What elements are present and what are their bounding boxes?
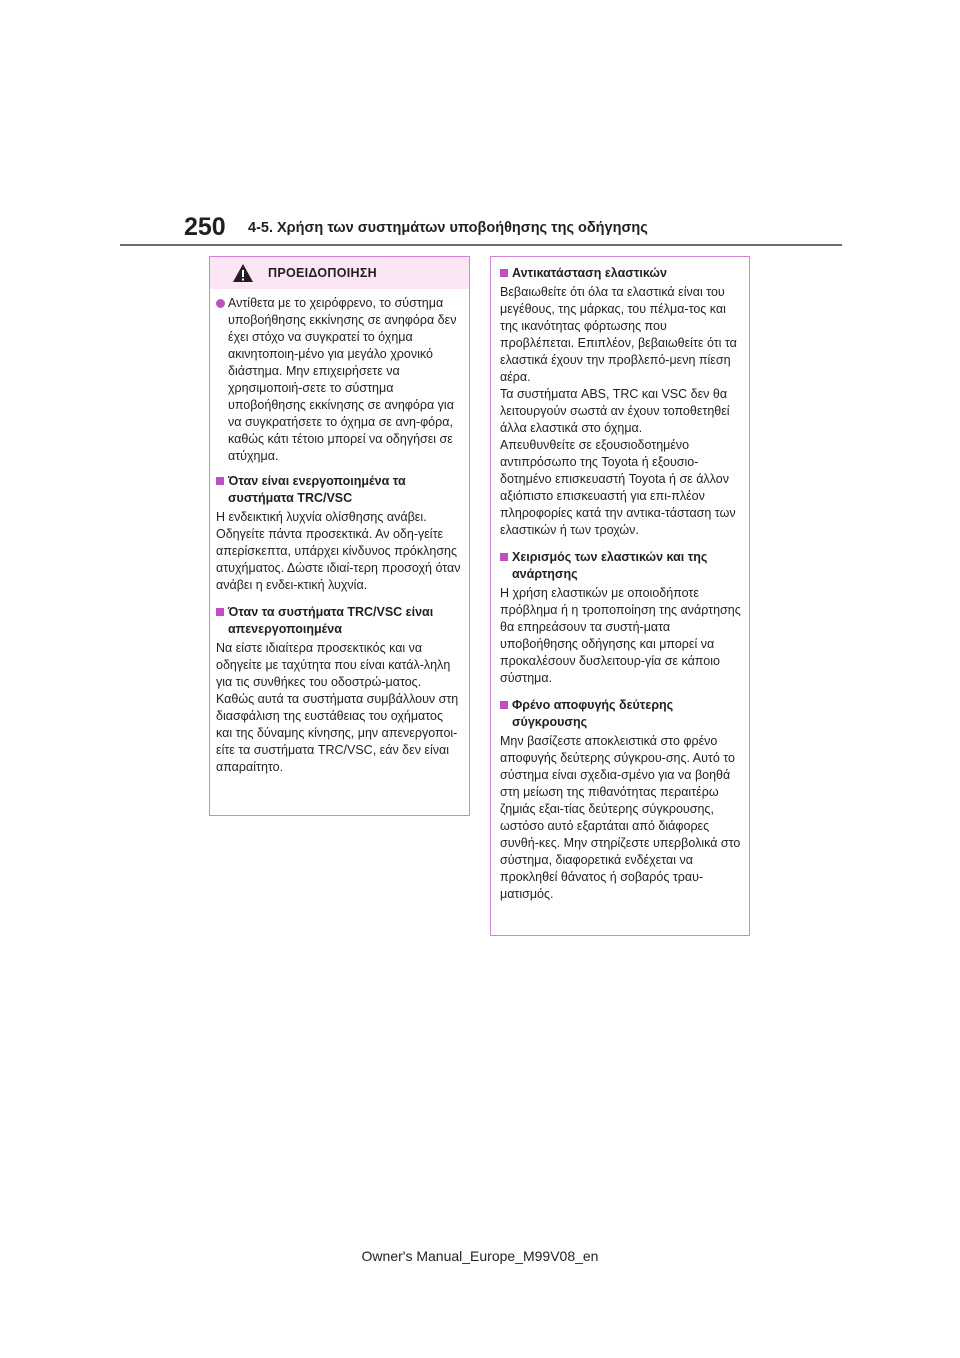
section-square-icon: [216, 477, 224, 485]
warning-triangle-icon: [232, 263, 254, 283]
section-square-icon: [500, 269, 508, 277]
right-column-content: [491, 257, 749, 921]
section-heading: [216, 473, 461, 507]
section-tire-suspension-handling: [500, 549, 741, 687]
page-header: [120, 212, 842, 246]
paragraph: Βεβαιωθείτε ότι όλα τα ελαστικά είναι του μεγέθους, της μάρκας, του πέλμα-τος και της ικανότητας φόρτωσης που προβλέπεται. Επιπλέον, βεβαιωθείτε ότι τα ελαστικά έχουν την προβλεπό-μενη πίεση αέρα.: [500, 285, 737, 384]
warning-section-trc-vsc-on: [216, 473, 461, 594]
page-footer: Owner's Manual_Europe_M99V08_en: [361, 1248, 599, 1264]
section-square-icon: [500, 701, 508, 709]
paragraph: Απευθυνθείτε σε εξουσιοδοτημένο αντιπρόσωπο της Toyota ή εξουσιο-δοτημένο επισκευαστή Toyota ή σε άλλον αξιόπιστο επισκευαστή για επι-πλέον πληροφορίες κατά την αντικα-τάσταση των ελαστικών ή των τροχών.: [500, 438, 736, 537]
chapter-title: 4-5. Χρήση των συστημάτων υποβοήθησης της οδήγησης: [248, 220, 648, 236]
section-square-icon: [500, 553, 508, 561]
section-heading: [500, 265, 741, 282]
section-body: Η ενδεικτική λυχνία ολίσθησης ανάβει. Οδηγείτε πάντα προσεκτικά. Αν οδη-γείτε απερίσκεπτα, υπάρχει κίνδυνος πρόκλησης ατυχήματος. Δώστε ιδιαί-τερη προσοχή όταν ανάβει η ενδει-κτική λυχνία.: [216, 510, 461, 592]
warning-header: [210, 257, 469, 289]
section-heading: [500, 549, 741, 583]
warning-title: ΠΡΟΕΙΔΟΠΟΙΗΣΗ: [268, 266, 377, 280]
right-column-box: [490, 256, 750, 936]
section-body: [500, 733, 741, 903]
section-heading: [500, 697, 741, 731]
section-square-icon: [216, 608, 224, 616]
header-rule: [120, 244, 842, 246]
paragraph: Μην βασίζεστε αποκλειστικά στο φρένο αποφυγής δεύτερης σύγκρου-σης. Αυτό το σύστημα είναι σχεδια-σμένο για να βοηθά στη μείωση της πιθανότητας περαιτέρω ζημιάς εξαι-τίας δεύτερης σύγκρουσης, ωστόσο αυτό εξαρτάται από διάφορες συνθή-κες. Μην στηρίζεστε υπερβολικά στο σύστημα, διαφορετικά ενδέχεται να προκληθεί θάνατος ή σοβαρός τραυ-ματισμός.: [500, 734, 741, 901]
section-tire-replacement: [500, 265, 741, 539]
paragraph: Τα συστήματα ABS, TRC και VSC δεν θα λειτουργούν σωστά αν έχουν τοποθετηθεί άλλα ελαστικά στο όχημα.: [500, 387, 730, 435]
warning-bullet-item: [216, 295, 461, 465]
section-body: [500, 284, 741, 539]
section-heading-text: Όταν τα συστήματα TRC/VSC είναι απενεργοποιημένα: [228, 605, 434, 636]
section-body: Να είστε ιδιαίτερα προσεκτικός και να οδηγείτε με ταχύτητα που είναι κατάλ-ληλη για τις συνθήκες του οδοστρώ-ματος. Καθώς αυτά τα συστήματα συμβάλλουν στη διασφάλιση της ευστάθειας του οχήματος και της δύναμης κίνησης, μην απενεργοποι-είτε τα συστήματα TRC/VSC, εάν δεν είναι απαραίτητο.: [216, 641, 459, 774]
bullet-dot-icon: [216, 299, 225, 308]
section-heading-text: Χειρισμός των ελαστικών και της ανάρτησης: [512, 550, 708, 581]
warning-bullet-text: Αντίθετα με το χειρόφρενο, το σύστημα υποβοήθησης εκκίνησης σε ανηφόρα δεν έχει στόχο να συγκρατεί το όχημα ακινητοποιη-μένο για μεγάλο χρονικό διάστημα. Μην επιχειρήσετε να χρησιμοποιή-σετε το σύστημα υποβοήθησης εκκίνησης σε ανηφόρα για να συγκρατήσετε το όχημα σε ανη-φόρα, καθώς κάτι τέτοιο μπορεί να οδηγήσει σε ατύχημα.: [228, 296, 457, 463]
section-heading-text: Φρένο αποφυγής δεύτερης σύγκρουσης: [512, 698, 674, 729]
section-heading-text: Αντικατάσταση ελαστικών: [512, 266, 667, 280]
paragraph: Η χρήση ελαστικών με οποιοδήποτε πρόβλημα ή η τροποποίηση της ανάρτησης θα επηρεάσουν τα συστή-ματα υποβοήθησης οδήγησης και μπορεί να προκαλέσουν δυσλειτουρ-γία σε κάποιο σύστημα.: [500, 586, 741, 685]
warning-box: [209, 256, 470, 816]
warning-section-trc-vsc-off: [216, 604, 461, 776]
section-heading: [216, 604, 461, 638]
warning-content: [210, 289, 469, 794]
section-heading-text: Όταν είναι ενεργοποιημένα τα συστήματα TRC/VSC: [228, 474, 406, 505]
page-number: 250: [184, 213, 226, 241]
section-body: [500, 585, 741, 687]
section-secondary-collision-brake: [500, 697, 741, 903]
